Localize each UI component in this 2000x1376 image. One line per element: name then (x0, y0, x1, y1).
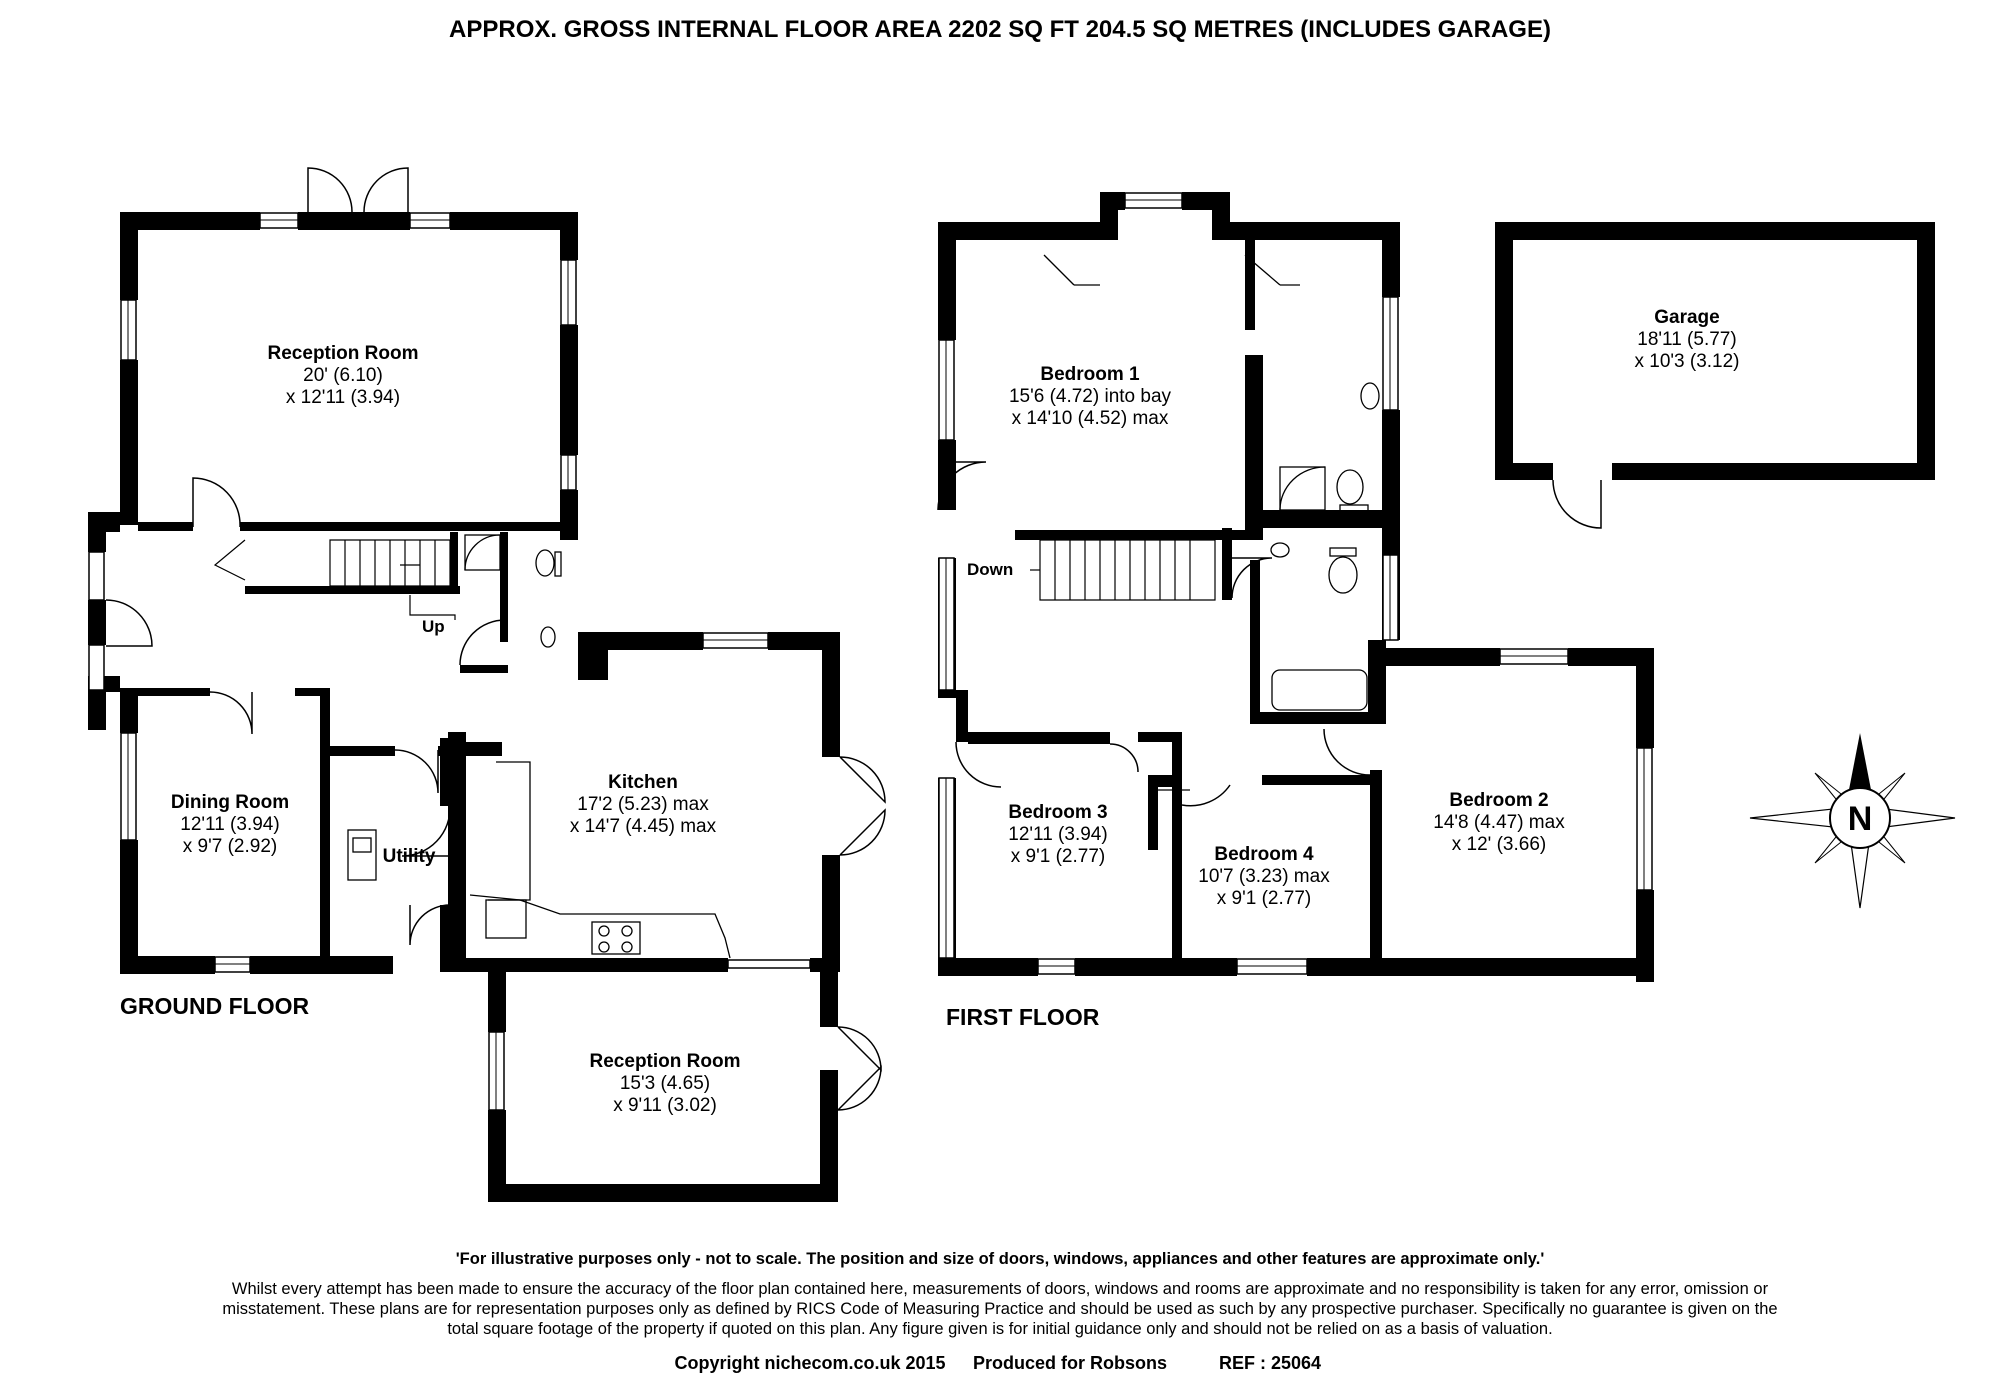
room-dimension: x 14'10 (4.52) max (1011, 408, 1169, 429)
ground-floor-label: GROUND FLOOR (120, 993, 310, 1019)
room-bedroom-3 (1008, 802, 1107, 868)
room-name: Bedroom 4 (1214, 844, 1314, 865)
room-dimension: 17'2 (5.23) max (577, 794, 709, 815)
accuracy-disclaimer: Whilst every attempt has been made to ensure the accuracy of the floor plan contained here, measurements of doors, windows and rooms are approximate and no responsibility is taken for any error, omission or misstatement. These plans are for representation purposes only as defined by RICS Code of Measuring Practice and should be used as such by any prospective purchaser. Specifically no guarantee is given on the total square footage of the property if quoted on this plan. Any figure given is for initial guidance only and should not be relied on as a basis of valuation. (222, 1280, 1778, 1338)
room-dimension: x 12'11 (3.94) (285, 387, 401, 408)
room-dimension: x 9'7 (2.92) (182, 836, 278, 857)
room-dimension: 18'11 (5.77) (1637, 329, 1737, 350)
illustrative-disclaimer: 'For illustrative purposes only - not to scale. The position and size of doors, windows, appliances and other features are approximate only.' (455, 1250, 1545, 1268)
page-title: APPROX. GROSS INTERNAL FLOOR AREA 2202 SQ FT 204.5 SQ METRES (INCLUDES GARAGE) (449, 16, 1551, 43)
room-dimension: 12'11 (3.94) (1008, 824, 1108, 845)
room-kitchen (570, 772, 716, 838)
copyright-text: Copyright nichecom.co.uk 2015 (674, 1353, 946, 1373)
room-bedroom-2 (1433, 790, 1564, 856)
room-dimension: x 9'1 (2.77) (1010, 846, 1106, 867)
room-dimension: 15'3 (4.65) (619, 1073, 711, 1094)
reference-text: REF : 25064 (1218, 1353, 1322, 1373)
room-dimension: x 9'11 (3.02) (613, 1095, 717, 1116)
room-utility (383, 846, 436, 868)
room-dimension: 14'8 (4.47) max (1433, 812, 1565, 833)
room-dimension: x 12' (3.66) (1451, 834, 1547, 855)
room-dimension: x 10'3 (3.12) (1634, 351, 1740, 372)
room-dimension: 12'11 (3.94) (180, 814, 280, 835)
room-name: Bedroom 3 (1008, 802, 1108, 823)
room-name: Reception Room (267, 343, 419, 364)
room-name: Kitchen (608, 772, 678, 793)
room-reception-room-2 (590, 1051, 741, 1117)
room-dining-room (171, 792, 289, 858)
compass-label: N (1847, 800, 1873, 838)
room-name: Bedroom 2 (1449, 790, 1549, 811)
room-name: Garage (1654, 307, 1720, 328)
room-dimension: 15'6 (4.72) into bay (1008, 386, 1172, 407)
room-reception-room-1 (268, 343, 419, 409)
room-name: Dining Room (170, 792, 290, 813)
room-dimension: x 9'1 (2.77) (1216, 888, 1312, 909)
first-floor-label: FIRST FLOOR (946, 1004, 1100, 1030)
room-name: Reception Room (589, 1051, 741, 1072)
stairs-down-label: Down (967, 560, 1014, 579)
room-dimension: 10'7 (3.23) max (1198, 866, 1330, 887)
stairs-up-label: Up (422, 617, 445, 636)
room-bedroom-1 (1009, 364, 1171, 430)
room-dimension: 20' (6.10) (303, 365, 383, 386)
room-bedroom-4 (1198, 844, 1329, 910)
room-garage (1634, 307, 1739, 373)
room-dimension: x 14'7 (4.45) max (569, 816, 717, 837)
compass-icon (1750, 733, 1955, 908)
room-name: Bedroom 1 (1040, 364, 1140, 385)
produced-for-text: Produced for Robsons (972, 1353, 1168, 1373)
room-name: Utility (382, 846, 436, 867)
